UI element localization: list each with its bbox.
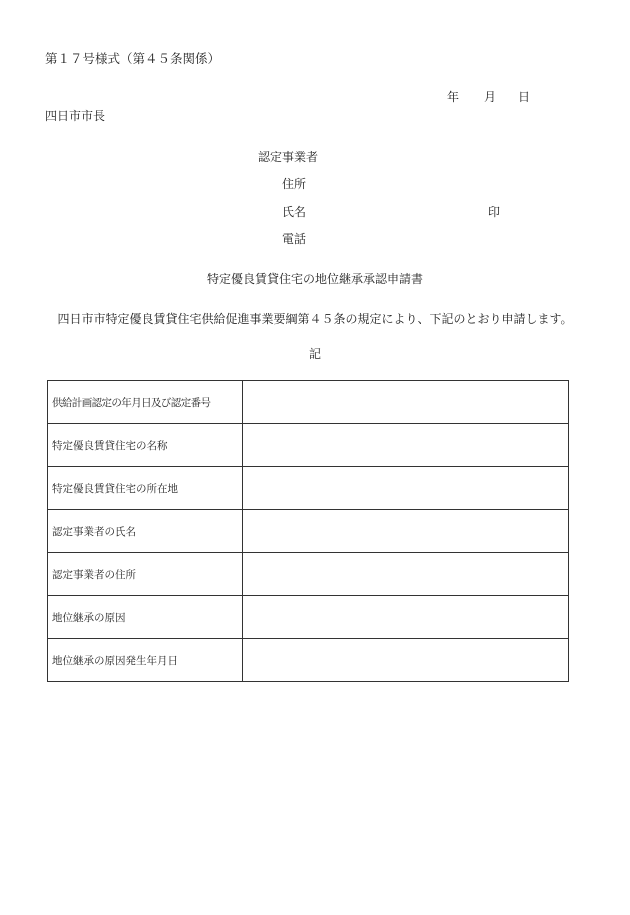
addressee: 四日市市長 (45, 109, 106, 123)
date-day-label: 日 (518, 90, 531, 104)
ki-heading: 記 (308, 347, 321, 361)
row-label: 地位継承の原因 (48, 596, 243, 639)
table-row (48, 553, 569, 596)
table-row (48, 510, 569, 553)
row-label: 地位継承の原因発生年月日 (48, 639, 243, 682)
seal-mark: 印 (488, 205, 501, 219)
row-value (243, 596, 569, 639)
details-table (47, 380, 569, 682)
table-row (48, 596, 569, 639)
document-title: 特定優良賃貸住宅の地位継承承認申請書 (206, 272, 423, 286)
row-value (243, 381, 569, 424)
table-row (48, 381, 569, 424)
row-value (243, 467, 569, 510)
row-label: 特定優良賃貸住宅の所在地 (48, 467, 243, 510)
body-text: 四日市市特定優良賃貸住宅供給促進事業要綱第４５条の規定により、下記のとおり申請します。 (57, 312, 573, 326)
row-value (243, 510, 569, 553)
row-label: 供給計画認定の年月日及び認定番号 (48, 381, 243, 424)
row-label: 認定事業者の住所 (48, 553, 243, 596)
row-value (243, 639, 569, 682)
date-year-label: 年 (447, 90, 460, 104)
name-label: 氏名 (282, 205, 307, 219)
table-row (48, 424, 569, 467)
phone-label: 電話 (282, 232, 307, 246)
applicant-heading: 認定事業者 (258, 150, 319, 164)
row-label: 認定事業者の氏名 (48, 510, 243, 553)
date-month-label: 月 (484, 90, 497, 104)
table-row (48, 467, 569, 510)
address-label: 住所 (282, 177, 307, 191)
row-value (243, 553, 569, 596)
table-row (48, 639, 569, 682)
row-value (243, 424, 569, 467)
row-label: 特定優良賃貸住宅の名称 (48, 424, 243, 467)
form-number: 第１７号様式（第４５条関係） (45, 51, 221, 66)
